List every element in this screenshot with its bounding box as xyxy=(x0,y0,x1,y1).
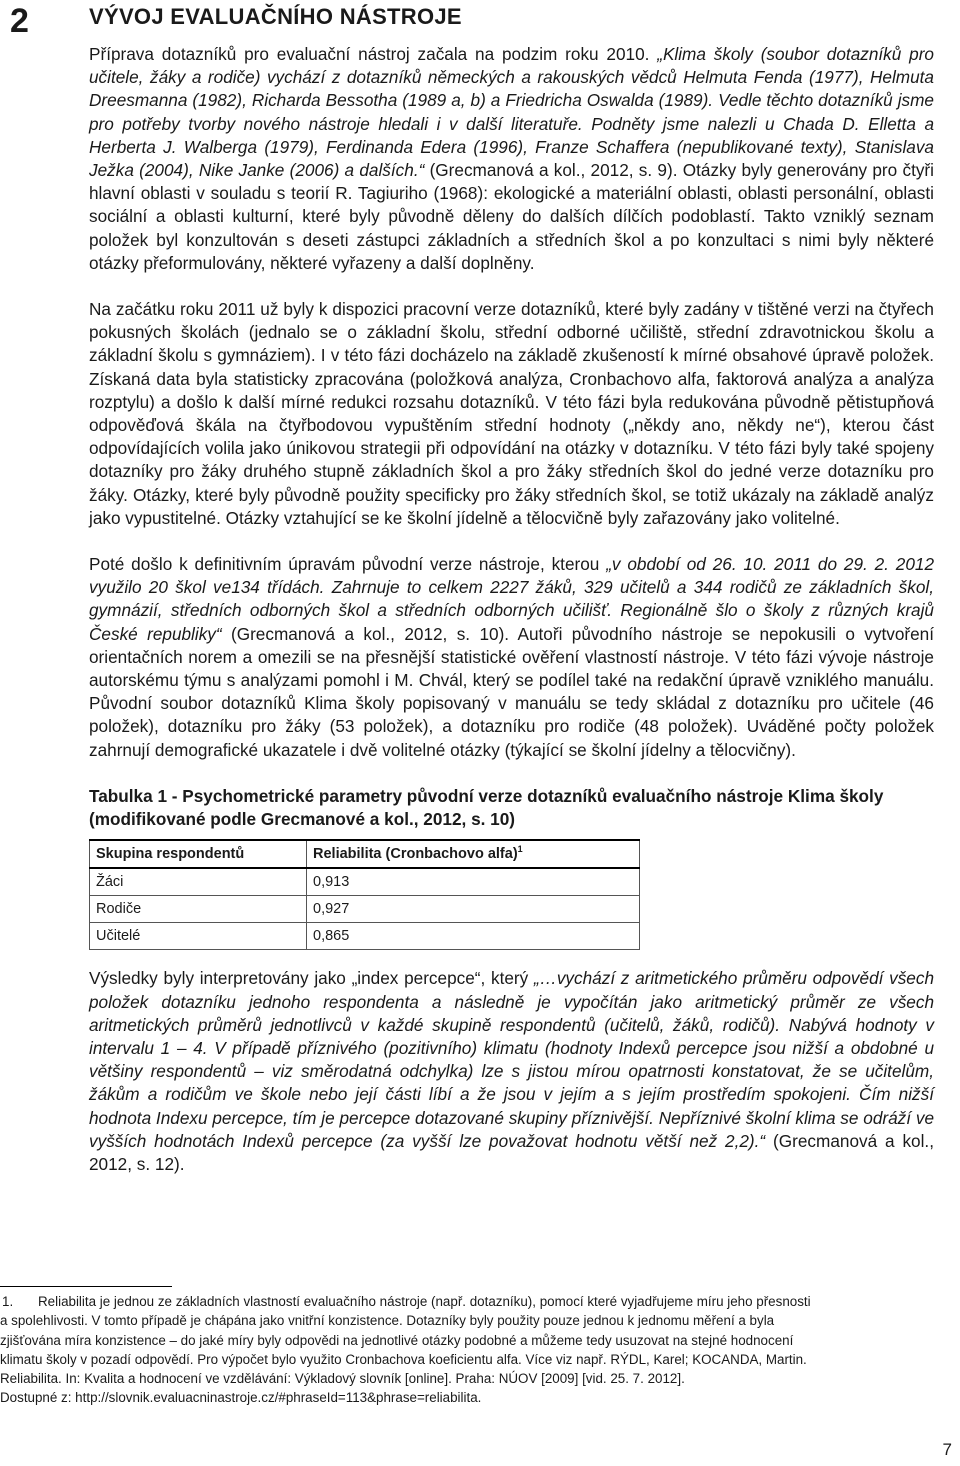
footnote-line: Dostupné z: http://slovnik.evaluacninastroje.cz/#phraseId=113&phrase=reliabilita. xyxy=(0,1390,482,1406)
text-run: Na začátku roku 2011 už byly k dispozici pracovní verze dotazníků, které byly zadány v tištěné verzi na čtyřech pokusných školách (jednalo se o základní školu, střední odborné učiliště, střední zdravotnickou školu a základní školu s gymnáziem). I v této fázi docházelo na základě zkušeností k mírné obsahové úpravě položek. Získaná data byla statisticky zpracována (položková analýza, Cronbachovo alfa, faktorová analýza a analýza rozptylu) a došlo k další mírné redukci rozsahu dotazníků. V této fázi byla redukována původně pětistupňová odpověďová škála na čtyřbodovou vypuštěním střední hodnoty („někdy ano, někdy ne“), kterou část odpovídajících volila jako únikovou strategii při odpovídání na otázky v dotazníku. V této fázi byly také spojeny dotazníky pro žáky druhého stupně základních škol a pro žáky středních škol do jedné verze dotazníku pro žáky. Otázky, které byly původně použity specificky pro žáky středních škol, se totiž ukázaly na základě analýz jako vypustitelné. Otázky vztahující se ke školní jídelně a tělocvičně byly zařazovány jako volitelné. xyxy=(89,299,934,528)
footnote-line: zjišťována míra konzistence – do jaké míry byly odpovědi na jednotlivé otázky podobné a můžeme tedy usuzovat na stejné hodnocení xyxy=(0,1332,794,1348)
text-run: (Grecmanová a kol., 2012, s. 12). xyxy=(89,1130,934,1174)
footnote-ref: 1 xyxy=(517,844,523,855)
footnote-line: klimatu školy v pozadí odpovědí. Pro výpočet bylo využito Cronbachova koeficientu alfa. Více viz např. RÝDL, Karel; KOCANDA, Martin. xyxy=(0,1351,807,1367)
table-header-row xyxy=(90,840,640,868)
page-number: 7 xyxy=(942,1440,952,1459)
footnote-divider xyxy=(0,1286,172,1287)
table-row xyxy=(90,896,640,923)
header-reliability xyxy=(307,840,640,868)
footnote xyxy=(0,1292,955,1408)
quoted-text: „Klima školy (soubor dotazníků pro učitele, žáky a rodiče) vychází z dotazníků německých a rakouských vědců Helmuta Fenda (1977), Helmuta Dreesmanna (1982), Richarda Bessotha (1989 a, b) a Friedricha Oswalda (1989). Vedle těchto dotazníků jsme pro potřeby tvorby nového nástroje hledali i v další literatuře. Podněty jsme nalezli u Chada D. Elletta a Herberta J. Walberga (1979), Ferdinanda Edera (1996), Franze Schaffera (nepublikované texty), Stanislava Ježka (2004), Nike Janke (2006) a dalších.“ xyxy=(89,44,934,181)
text-run: (Grecmanová a kol., 2012, s. 10). Autoři původního nástroje se nepokusili o vytvoření orientačních norem a omezili se na přesnější statistické ověření vlastností nástroje. V této fázi vývoje nástroje autorskému týmu s analýzami pomohl i M. Chvál, který se podílel také na redakční úpravě vzniklého manuálu. Původní soubor dotazníků Klima školy popisovaný v manuálu se tedy skládal z dotazníku pro učitele (46 položek), dotazníku pro žáky (53 položek), a dotazníku pro rodiče (48 položek). Uváděné počty položek zahrnují demografické ukazatele i dvě volitelné otázky (týkající se školní jídelny a tělocvičny). xyxy=(89,623,935,760)
table-row xyxy=(90,868,640,896)
main-content xyxy=(89,43,934,1199)
paragraph-2 xyxy=(89,298,934,530)
footnote-text: Reliabilita je jednou ze základních vlastností evaluačního nástroje (např. dotazníku), pomocí které vyjadřujeme míru jeho přesnosti xyxy=(38,1294,811,1309)
cell-reliability: 0,927 xyxy=(307,896,640,923)
paragraph-3 xyxy=(89,553,934,762)
chapter-number: 2 xyxy=(10,2,29,40)
paragraph-1 xyxy=(89,43,934,275)
cell-group: Učitelé xyxy=(90,923,307,950)
text-run: Výsledky byly interpretovány jako „index percepce“, který xyxy=(89,968,534,989)
cell-reliability: 0,913 xyxy=(307,868,640,896)
cell-group: Rodiče xyxy=(90,896,307,923)
footnote-number: 1. xyxy=(2,1294,14,1309)
cell-group: Žáci xyxy=(90,868,307,896)
cell-reliability: 0,865 xyxy=(307,923,640,950)
reliability-table xyxy=(89,839,640,950)
chapter-title: VÝVOJ EVALUAČNÍHO NÁSTROJE xyxy=(89,4,462,29)
table-row xyxy=(90,923,640,950)
table-caption: Tabulka 1 - Psychometrické parametry původní verze dotazníků evaluačního nástroje Klima školy (modifikované podle Grecmanové a kol., 2012, s. 10) xyxy=(89,785,884,830)
text-run: Příprava dotazníků pro evaluační nástroj začala na podzim roku 2010. xyxy=(89,44,658,64)
footnote-line: a spolehlivosti. V tomto případě je chápána jako vnitřní konzistence. Dotazníky byly použity pouze jednou k jednomu měření a byla xyxy=(0,1313,775,1329)
paragraph-4 xyxy=(89,967,934,1176)
header-reliability-label: Reliabilita (Cronbachovo alfa) xyxy=(313,846,518,863)
header-respondent-group: Skupina respondentů xyxy=(90,840,307,868)
text-run: Poté došlo k definitivním úpravám původní verze nástroje, kterou xyxy=(89,554,607,575)
text-run: (Grecmanová a kol., 2012, s. 9). Otázky byly generovány pro čtyři hlavní oblasti v souladu s teorií R. Tagiuriho (1968): ekologické a materiální oblasti, oblasti personální, oblasti sociální a oblasti kulturní, které byly původně děleny do dalších dílčích podoblastí. Takto vzniklý seznam položek byl konzultován s deseti zástupci základních a středních škol a po konzultaci s nimi byly některé otázky přeformulovány, některé vyřazeny a další doplněny. xyxy=(89,160,934,273)
footnote-line xyxy=(0,1292,955,1311)
quoted-text: „…vychází z aritmetického průměru odpovědí všech položek dotazníku jednoho respondenta a následně je vypočítán jako aritmetický průměr ze všech aritmetických průměrů jednotlivců v každé skupině respondentů (učitelů, žáků, rodičů). Nabývá hodnoty v intervalu 1 – 4. V případě příznivého (pozitivního) klimatu (hodnoty Indexů percepce jsou nižší a obdobné u většiny respondentů – viz směrodatná odchylka) lze s jistou mírou opatrnosti konstatovat, že se učitelům, žákům a rodičům ve škole nebo její části líbí a že jsou v jejím a s jejím prostředím spokojeni. Čím nižší hodnota Indexu percepce, tím je percepce dotazované skupiny příznivější. Nepříznivé školní klima se odráží ve vyšších hodnotách Indexů percepce (za vyšší lze považovat hodnotu větší než 2,2).“ xyxy=(89,968,934,1151)
footnote-line: Reliabilita. In: Kvalita a hodnocení ve vzdělávání: Výkladový slovník [online]. Praha: NÚOV [2009] [vid. 25. 7. 2012]. xyxy=(0,1371,685,1387)
quoted-text: „v období od 26. 10. 2011 do 29. 2. 2012 využilo 20 škol ve134 třídách. Zahrnuje to celkem 2227 žáků, 329 učitelů a 344 rodičů ze základních škol, gymnázií, středních odborných škol a středních odborných učilišť. Regionálně šlo o školy z různých krajů České republiky“ xyxy=(89,554,935,644)
